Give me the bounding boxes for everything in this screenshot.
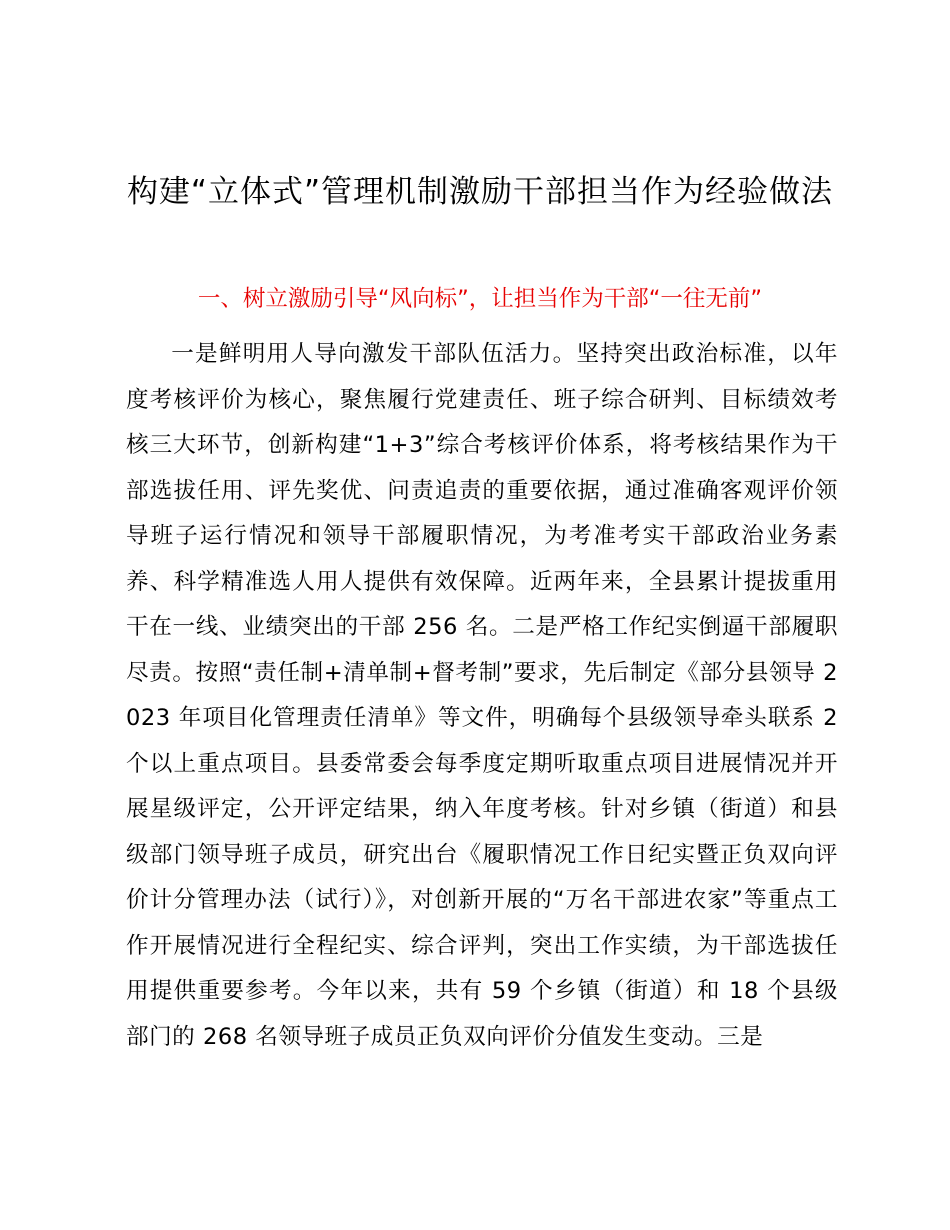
body-paragraph: 一是鲜明用人导向激发干部队伍活力。坚持突出政治标准，以年度考核评价为核心，聚焦履行党建责任、班子综合研判、目标绩效考核三大环节，创新构建“1+3”综合考核评价体系，将考核结果作为干部选拔任用、评先奖优、问责追责的重要依据，通过准确客观评价领导班子运行情况和领导干部履职情况，为考准考实干部政治业务素养、科学精准选人用人提供有效保障。近两年来，全县累计提拔重用干在一线、业绩突出的干部 256 名。二是严格工作纪实倒逼干部履职尽责。按照“责任制+清单制+督考制”要求，先后制定《部分县领导 2023 年项目化管理责任清单》等文件，明确每个县级领导牵头联系 2 个以上重点项目。县委常委会每季度定期听取重点项目进展情况并开展星级评定，公开评定结果，纳入年度考核。针对乡镇（街道）和县级部门领导班子成员，研究出台《履职情况工作日纪实暨正负双向评价计分管理办法（试行）》，对创新开展的“万名干部进农家”等重点工作开展情况进行全程纪实、综合评判，突出工作实绩，为干部选拔任用提供重要参考。今年以来，共有 59 个乡镇（街道）和 18 个县级部门的 268 名领导班子成员正负双向评价分值发生变动。三是 (126, 341, 838, 1050)
section-heading: 一、树立激励引导“风向标”，让担当作为干部“一往无前” (197, 286, 763, 312)
document-title: 构建“立体式”管理机制激励干部担当作为经验做法 (126, 174, 834, 210)
